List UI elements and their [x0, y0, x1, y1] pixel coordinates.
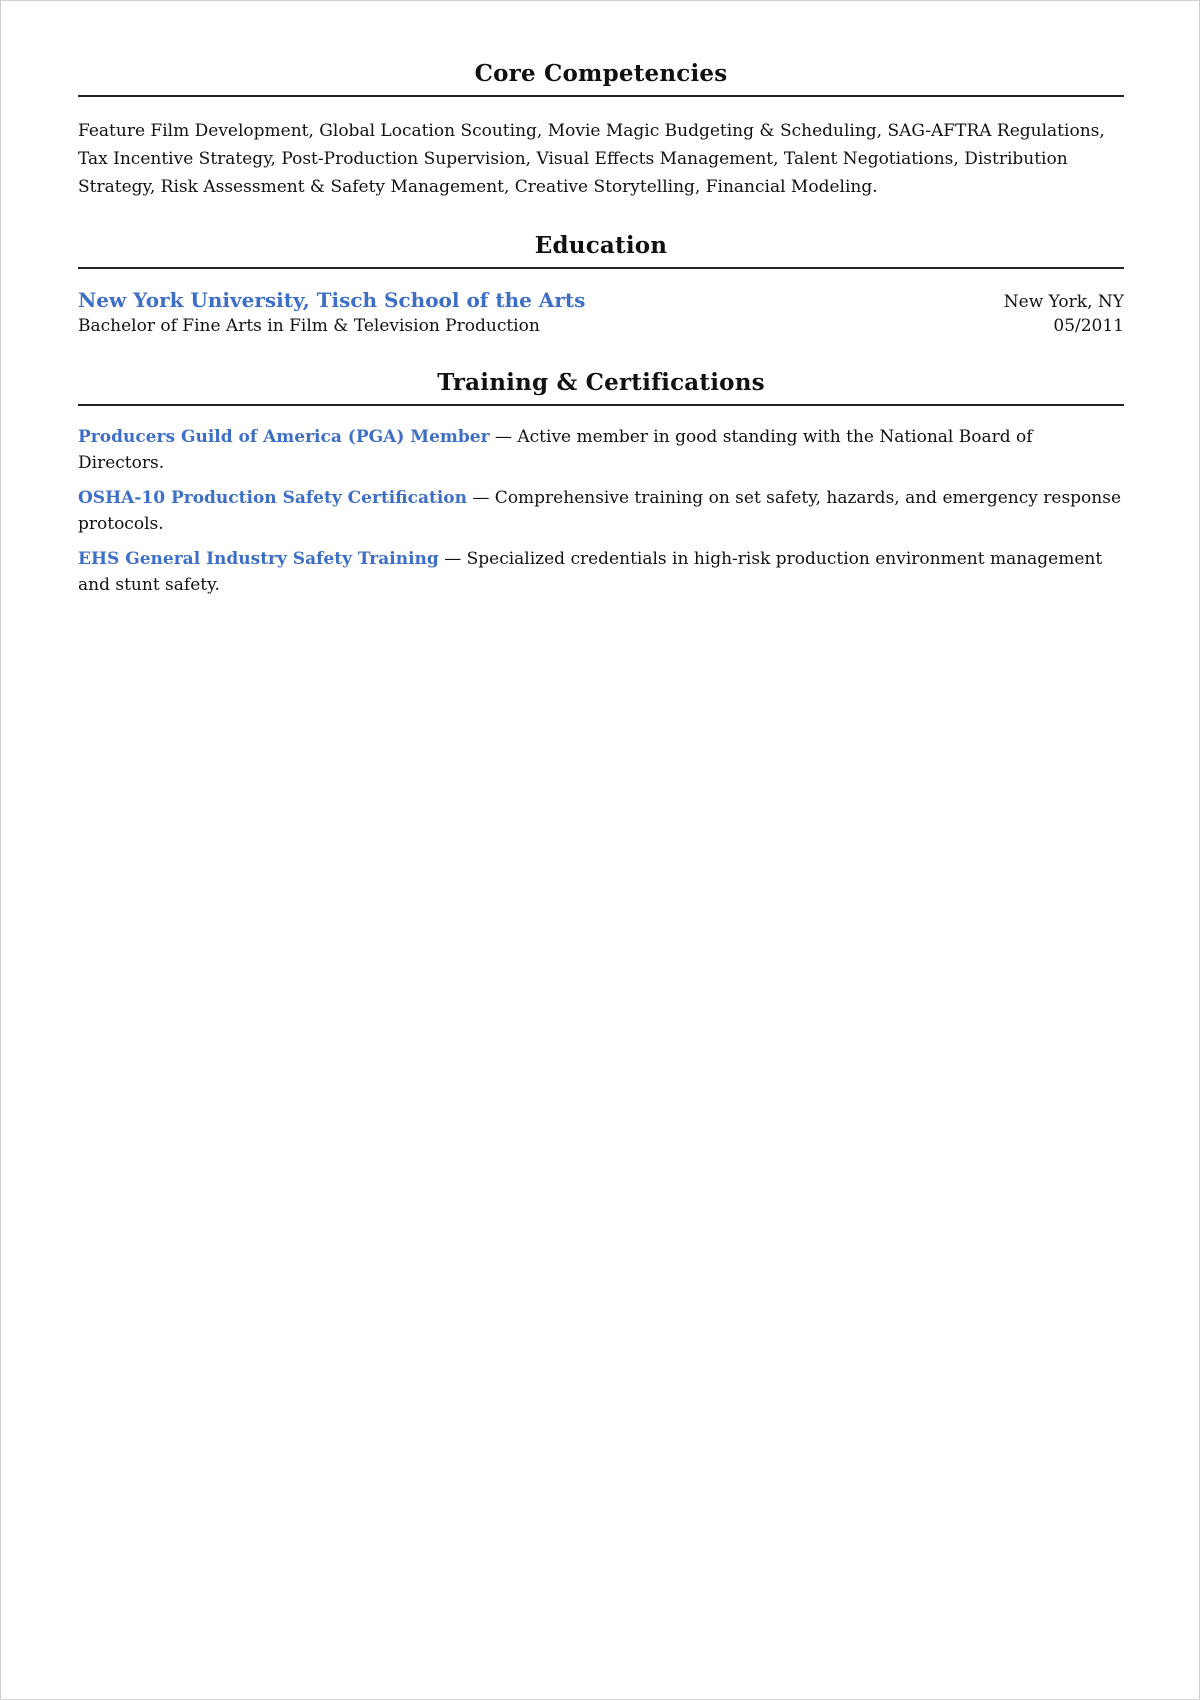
training-section — [78, 368, 1124, 598]
education-school-row — [78, 287, 1124, 314]
certification-name: OSHA-10 Production Safety Certification — [78, 488, 467, 508]
graduation-date: 05/2011 — [1053, 316, 1124, 336]
core-competencies-heading: Core Competencies — [78, 59, 1124, 97]
certification-description: — Specialized credentials in high-risk production environment management and stunt safety. — [78, 549, 1103, 595]
education-heading: Education — [78, 231, 1124, 269]
certification-description: — Comprehensive training on set safety, hazards, and emergency response protocols. — [78, 488, 1122, 534]
resume-content — [78, 59, 1124, 628]
training-heading: Training & Certifications — [78, 368, 1124, 406]
certification-name: Producers Guild of America (PGA) Member — [78, 427, 490, 447]
certification-list — [78, 424, 1124, 598]
core-competencies-text: Feature Film Development, Global Location Scouting, Movie Magic Budgeting & Scheduling, SAG-AFTRA Regulations, Tax Incentive Strategy, Post-Production Supervision, Visual Effects Management, Talent Negotiations, Distribution Strategy, Risk Assessment & Safety Management, Creative Storytelling, Financial Modeling. — [78, 121, 1105, 197]
certification-description: — Active member in good standing with the National Board of Directors. — [78, 427, 1033, 473]
core-competencies-section — [78, 59, 1124, 201]
certification-item — [78, 485, 1124, 537]
school-location: New York, NY — [1003, 292, 1124, 312]
certification-item — [78, 546, 1124, 598]
education-degree-row — [78, 314, 1124, 338]
education-section — [78, 231, 1124, 338]
school-name: New York University, Tisch School of the Arts — [78, 288, 586, 312]
certification-item — [78, 424, 1124, 476]
certification-name: EHS General Industry Safety Training — [78, 549, 439, 569]
degree-name: Bachelor of Fine Arts in Film & Television Production — [78, 316, 540, 336]
